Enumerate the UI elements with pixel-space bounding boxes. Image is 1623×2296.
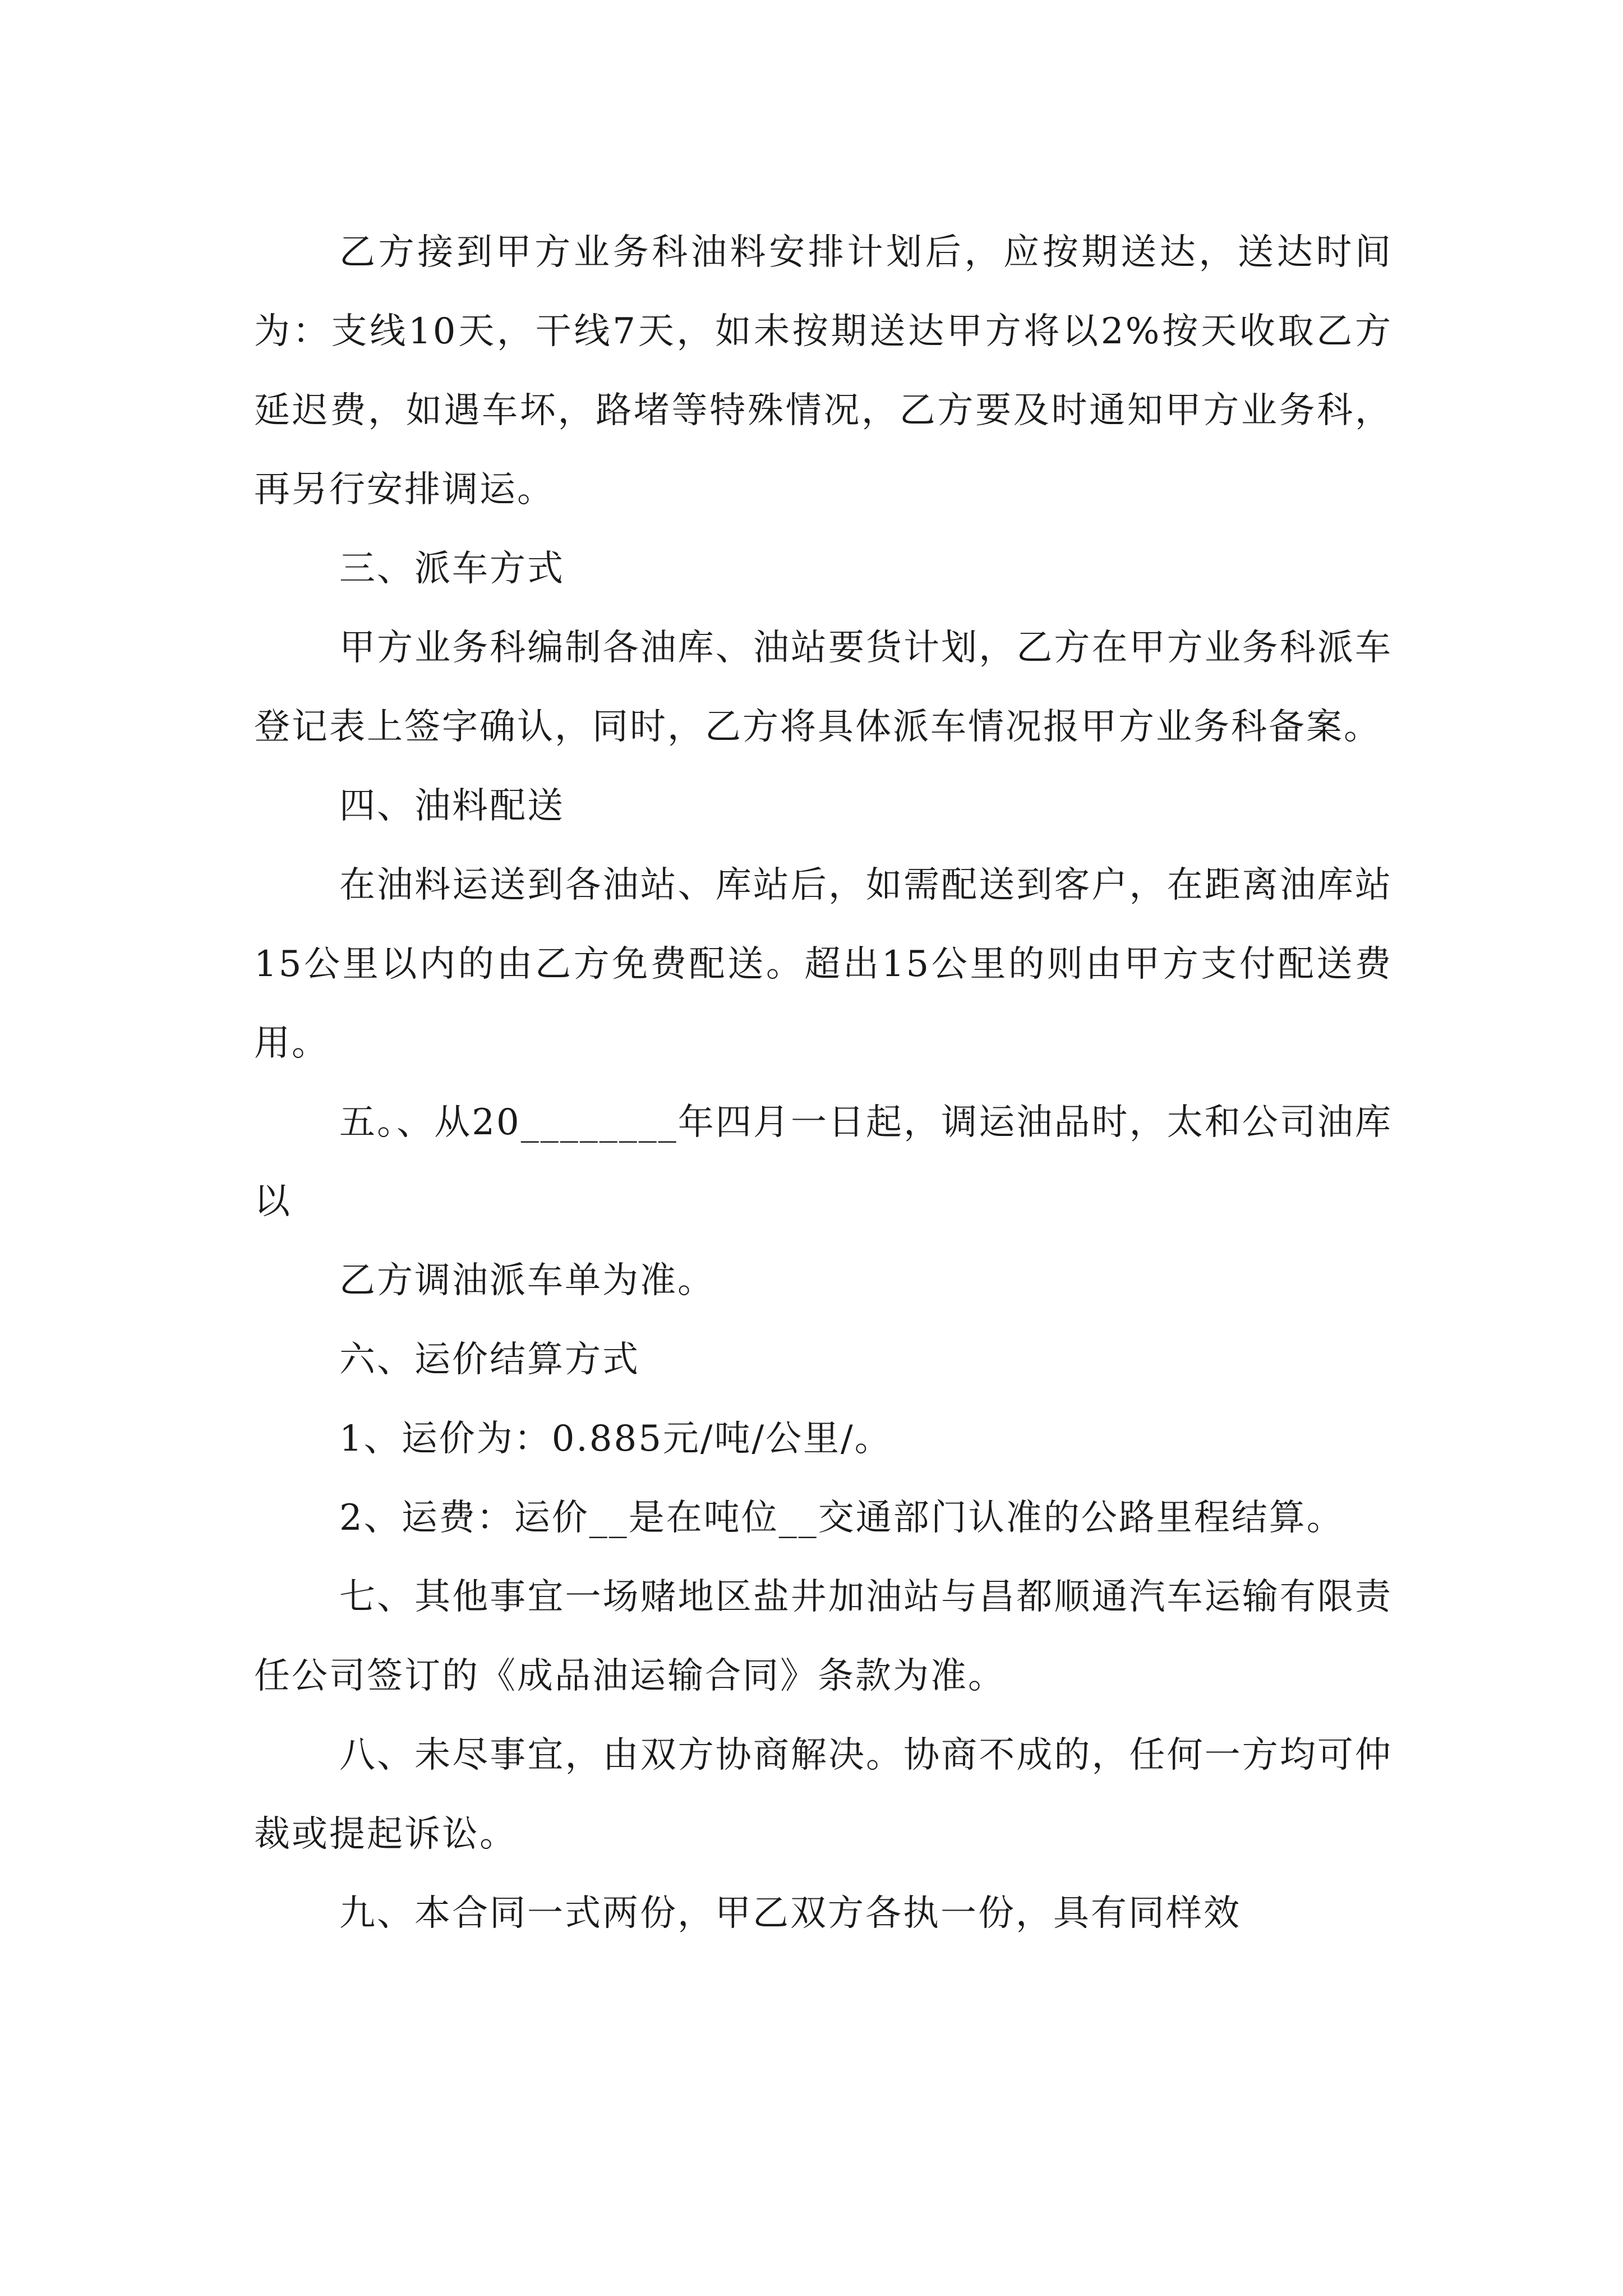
heading-dispatch-method: 三、派车方式 <box>339 548 565 590</box>
paragraph-dispute-resolution: 八、未尽事宜，由双方协商解决。协商不成的，任何一方均可仲裁或提起诉讼。 <box>254 1734 1393 1855</box>
paragraph-dispatch-method: 甲方业务科编制各油库、油站要货计划，乙方在甲方业务科派车登记表上签字确认，同时，乙方将具体派车情况报甲方业务科备案。 <box>254 627 1393 748</box>
paragraph-delivery-terms: 乙方接到甲方业务科油料安排计划后，应按期送达，送达时间为：支线10天，干线7天，如未按期送达甲方将以2%按天收取乙方延迟费，如遇车坏，路堵等特殊情况，乙方要及时通知甲方业务科，再另行安排调运。 <box>254 232 1393 510</box>
paragraph-copies: 九、本合同一式两份，甲乙双方各执一份，具有同样效 <box>339 1893 1241 1934</box>
paragraph-other-matters: 七、其他事宜一场赌地区盐井加油站与昌都顺通汽车运输有限责任公司签订的《成品油运输合同》条款为准。 <box>254 1576 1393 1697</box>
paragraph-clause-five: 五。、从20________年四月一日起，调运油品时，太和公司油库以 <box>254 1102 1393 1222</box>
paragraph-freight-fee: 2、运费：运价__是在吨位__交通部门认准的公路里程结算。 <box>339 1497 1344 1539</box>
heading-freight-settlement: 六、运价结算方式 <box>339 1339 640 1381</box>
heading-fuel-distribution: 四、油料配送 <box>339 785 565 827</box>
paragraph-freight-rate: 1、运价为：0.885元/吨/公里/。 <box>339 1418 892 1460</box>
document-body <box>254 213 1393 1953</box>
paragraph-clause-five-continued: 乙方调油派车单为准。 <box>339 1260 715 1301</box>
paragraph-fuel-distribution: 在油料运送到各油站、库站后，如需配送到客户，在距离油库站15公里以内的由乙方免费配送。超出15公里的则由甲方支付配送费用。 <box>254 864 1393 1064</box>
